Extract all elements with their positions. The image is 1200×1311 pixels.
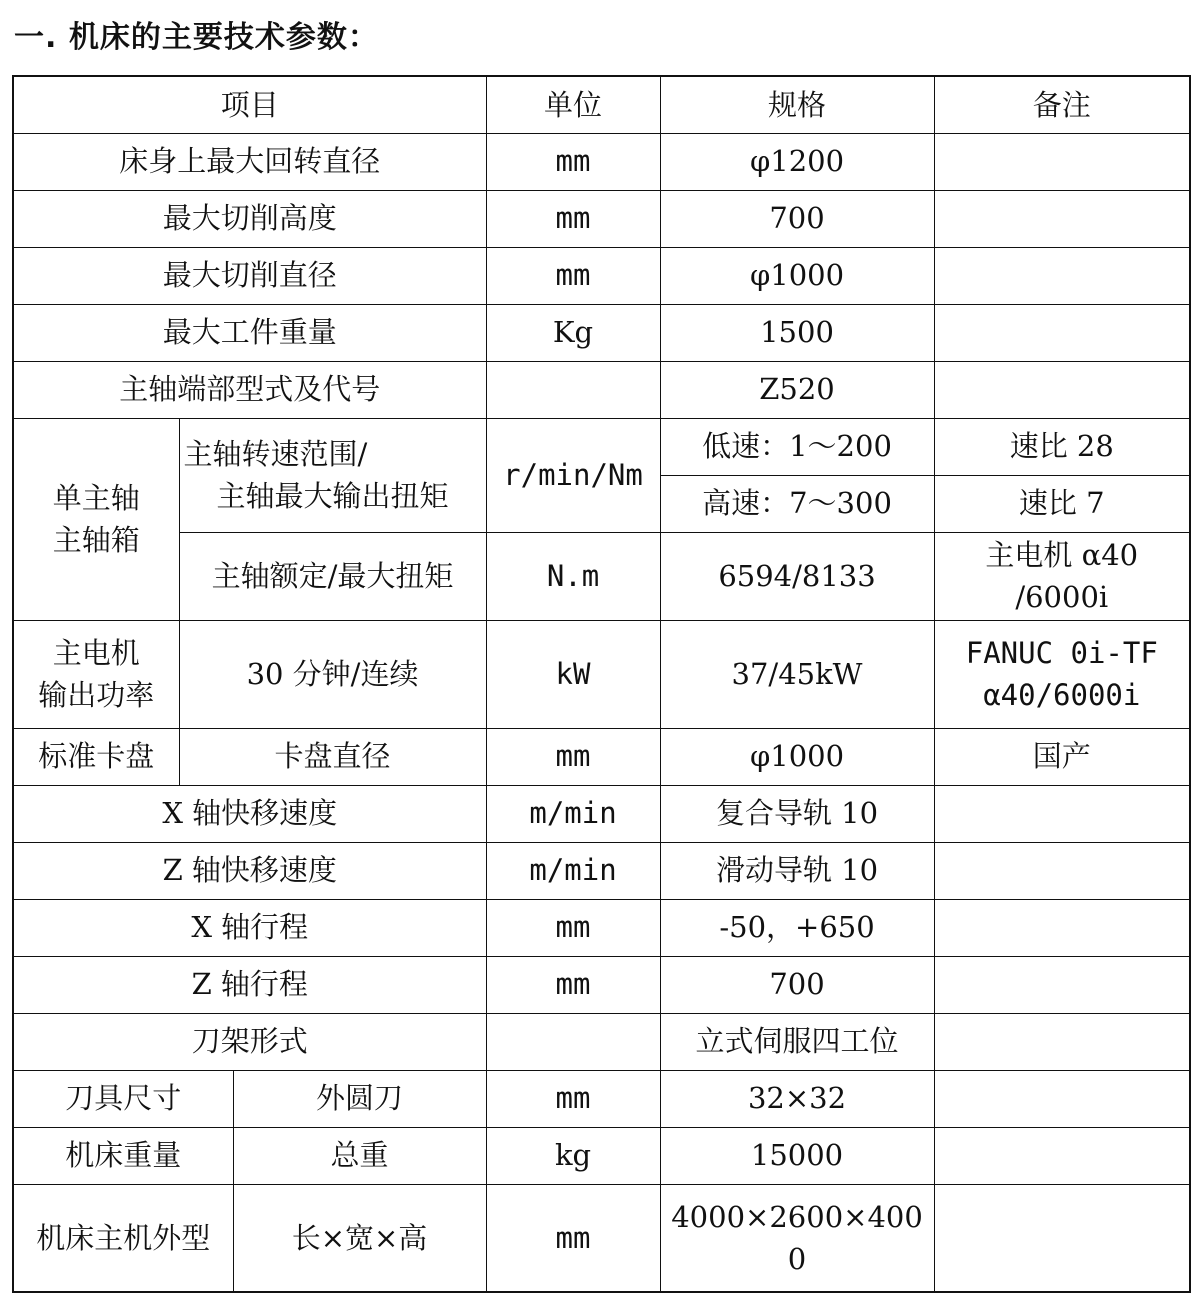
note-cell <box>934 1013 1190 1070</box>
table-header-row <box>13 76 1190 133</box>
spindle-group-cell <box>13 418 179 620</box>
note-cell <box>934 956 1190 1013</box>
note-cell <box>934 304 1190 361</box>
note-cell <box>934 247 1190 304</box>
weight-unit-cell: kg <box>486 1127 660 1184</box>
item-cell: X 轴快移速度 <box>13 785 486 842</box>
spindle-high-spec-cell: 高速：7～300 <box>660 475 934 532</box>
motor-group-cell <box>13 620 179 728</box>
note-cell <box>934 361 1190 418</box>
motor-note-cell <box>934 620 1190 728</box>
table-row <box>13 247 1190 304</box>
table-row <box>13 133 1190 190</box>
motor-group-line2: 输出功率 <box>38 678 155 712</box>
note-cell <box>934 842 1190 899</box>
table-row-spindle-torque <box>13 532 1190 620</box>
spec-cell: 复合导轨 10 <box>660 785 934 842</box>
table-row-chuck <box>13 728 1190 785</box>
outline-note-cell <box>934 1184 1190 1292</box>
note-cell <box>934 785 1190 842</box>
table-row-spindle-low <box>13 418 1190 475</box>
spindle-torque-note-cell <box>934 532 1190 620</box>
motor-note-line1: FANUC 0i-TF <box>965 635 1158 670</box>
unit-cell: mm <box>486 190 660 247</box>
spec-cell: φ1200 <box>660 133 934 190</box>
tool-spec-cell: 32×32 <box>660 1070 934 1127</box>
outline-item-cell: 长×宽×高 <box>233 1184 486 1292</box>
unit-cell: mm <box>486 899 660 956</box>
item-cell: 最大工件重量 <box>13 304 486 361</box>
motor-note-line2: α40/6000i <box>983 678 1141 712</box>
table-row-motor <box>13 620 1190 728</box>
outline-spec-cell <box>660 1184 934 1292</box>
header-unit: 单位 <box>486 76 660 133</box>
note-cell <box>934 133 1190 190</box>
spindle-torque-unit-cell: N.m <box>486 532 660 620</box>
motor-spec-cell: 37/45kW <box>660 620 934 728</box>
spindle-speed-item-line2: 主轴最大输出扭矩 <box>216 479 449 513</box>
torque-note-line1: 主电机 α40 <box>985 537 1139 572</box>
header-note: 备注 <box>934 76 1190 133</box>
unit-cell <box>486 1013 660 1070</box>
motor-group-line1: 主电机 <box>52 635 140 670</box>
torque-note-line2: /6000i <box>1015 580 1109 614</box>
spindle-torque-spec-cell: 6594/8133 <box>660 532 934 620</box>
tool-item-cell: 外圆刀 <box>233 1070 486 1127</box>
spindle-speed-unit-cell: r/min/Nm <box>486 418 660 532</box>
item-cell: 最大切削直径 <box>13 247 486 304</box>
weight-item-cell: 总重 <box>233 1127 486 1184</box>
item-cell: 床身上最大回转直径 <box>13 133 486 190</box>
spindle-low-spec-cell: 低速：1～200 <box>660 418 934 475</box>
unit-cell: mm <box>486 956 660 1013</box>
unit-cell: m/min <box>486 785 660 842</box>
weight-note-cell <box>934 1127 1190 1184</box>
table-row <box>13 1013 1190 1070</box>
chuck-unit-cell: mm <box>486 728 660 785</box>
motor-item-cell: 30 分钟/连续 <box>179 620 486 728</box>
item-cell: X 轴行程 <box>13 899 486 956</box>
motor-unit-cell: kW <box>486 620 660 728</box>
table-row <box>13 785 1190 842</box>
unit-cell <box>486 361 660 418</box>
table-row-outline <box>13 1184 1190 1292</box>
spindle-high-note-cell: 速比 7 <box>934 475 1190 532</box>
spindle-speed-item-line1: 主轴转速范围/ <box>183 436 368 471</box>
unit-cell: mm <box>486 247 660 304</box>
table-row <box>13 304 1190 361</box>
outline-spec-line1: 4000×2600×400 <box>671 1199 923 1234</box>
tool-group-cell: 刀具尺寸 <box>13 1070 233 1127</box>
unit-cell: Kg <box>486 304 660 361</box>
unit-cell: mm <box>486 133 660 190</box>
chuck-group-cell: 标准卡盘 <box>13 728 179 785</box>
outline-spec-line2: 0 <box>787 1241 807 1276</box>
item-cell: 刀架形式 <box>13 1013 486 1070</box>
note-cell <box>934 190 1190 247</box>
chuck-item-cell: 卡盘直径 <box>179 728 486 785</box>
table-row <box>13 956 1190 1013</box>
chuck-spec-cell: φ1000 <box>660 728 934 785</box>
unit-cell: m/min <box>486 842 660 899</box>
item-cell: Z 轴行程 <box>13 956 486 1013</box>
header-spec: 规格 <box>660 76 934 133</box>
outline-unit-cell: mm <box>486 1184 660 1292</box>
spindle-torque-item-cell: 主轴额定/最大扭矩 <box>179 532 486 620</box>
weight-group-cell: 机床重量 <box>13 1127 233 1184</box>
page-title: 一. 机床的主要技术参数： <box>14 20 379 55</box>
spindle-speed-item-cell <box>179 418 486 532</box>
item-cell: 最大切削高度 <box>13 190 486 247</box>
item-cell: Z 轴快移速度 <box>13 842 486 899</box>
weight-spec-cell: 15000 <box>660 1127 934 1184</box>
spec-cell: 滑动导轨 10 <box>660 842 934 899</box>
spindle-group-line2: 主轴箱 <box>52 523 140 557</box>
outline-group-cell: 机床主机外型 <box>13 1184 233 1292</box>
spec-cell: Z520 <box>660 361 934 418</box>
spec-cell: φ1000 <box>660 247 934 304</box>
item-cell: 主轴端部型式及代号 <box>13 361 486 418</box>
spec-table <box>12 75 1191 1293</box>
table-row-tool <box>13 1070 1190 1127</box>
table-row <box>13 899 1190 956</box>
table-row <box>13 842 1190 899</box>
spindle-group-line1: 单主轴 <box>52 480 140 515</box>
header-item: 项目 <box>13 76 486 133</box>
spec-cell: -50，+650 <box>660 899 934 956</box>
tool-unit-cell: mm <box>486 1070 660 1127</box>
spec-cell: 700 <box>660 956 934 1013</box>
chuck-note-cell: 国产 <box>934 728 1190 785</box>
table-row <box>13 361 1190 418</box>
note-cell <box>934 899 1190 956</box>
tool-note-cell <box>934 1070 1190 1127</box>
spindle-low-note-cell: 速比 28 <box>934 418 1190 475</box>
spec-cell: 1500 <box>660 304 934 361</box>
table-row <box>13 190 1190 247</box>
spec-cell: 立式伺服四工位 <box>660 1013 934 1070</box>
spec-cell: 700 <box>660 190 934 247</box>
table-row-weight <box>13 1127 1190 1184</box>
